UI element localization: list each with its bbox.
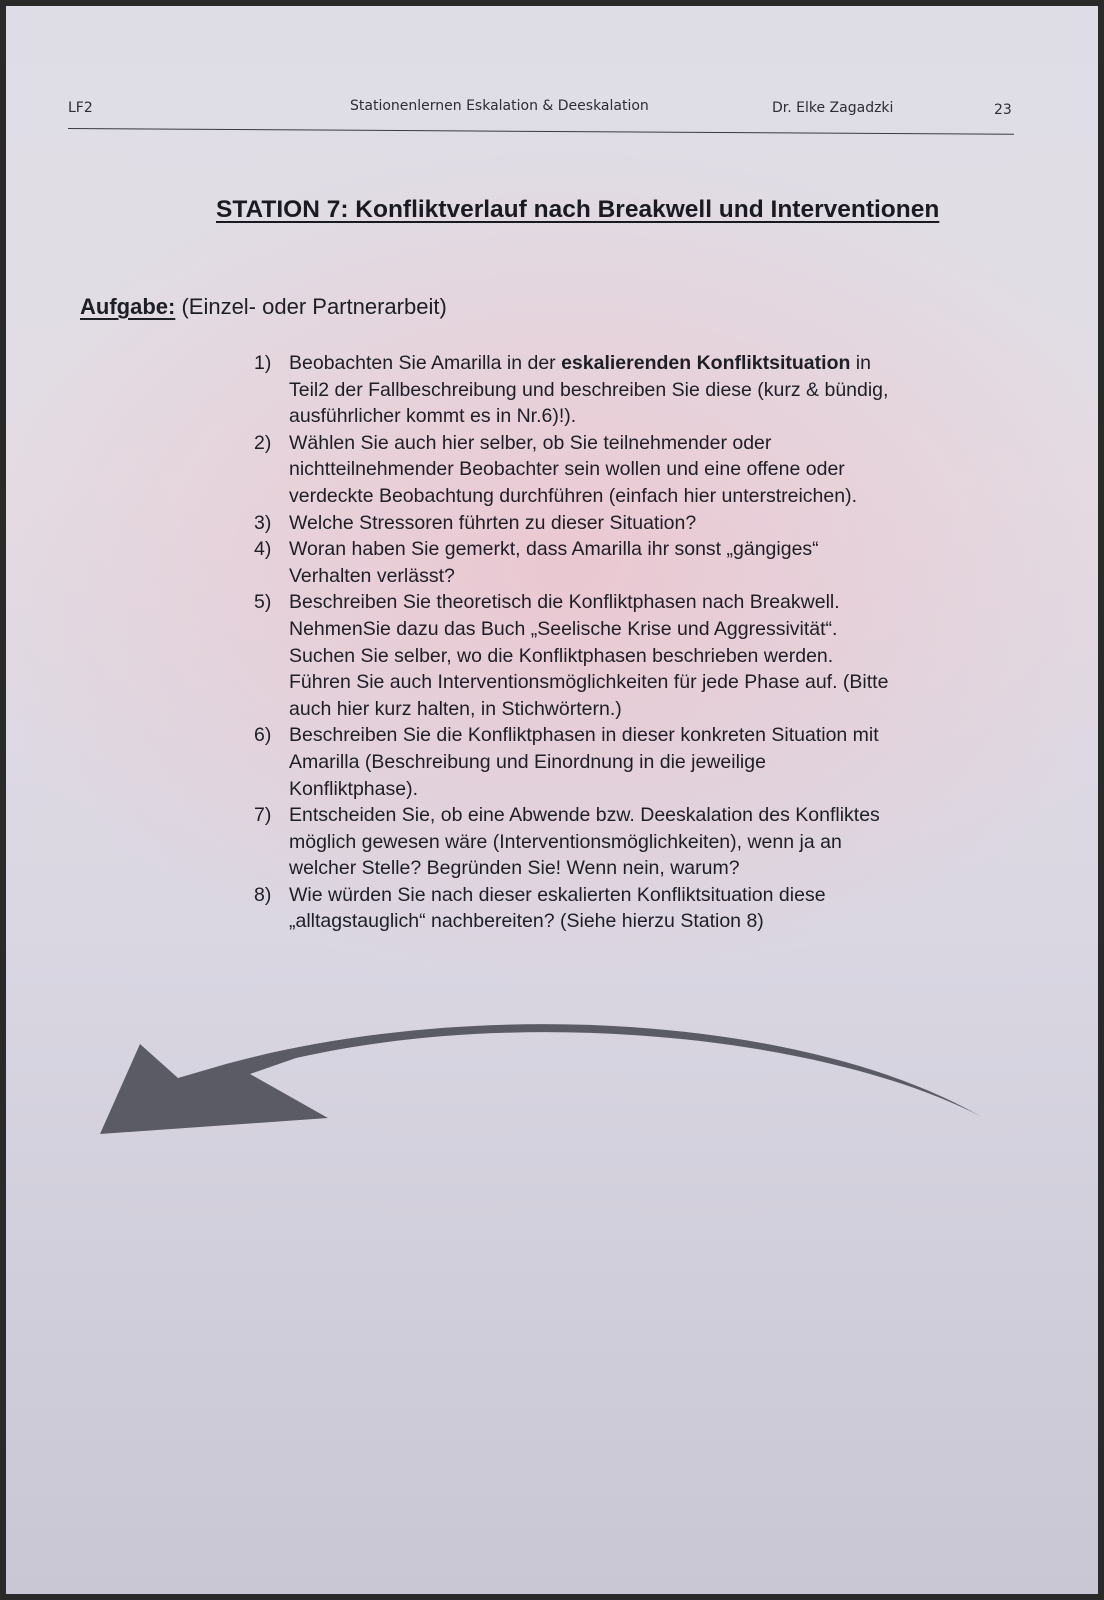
task-text: Wählen Sie auch hier selber, ob Sie teilnehmender oder: [289, 431, 772, 454]
header-course-code: LF2: [68, 100, 93, 116]
task-text: Beschreiben Sie theoretisch die Konfliktphasen nach Breakwell.: [289, 591, 840, 614]
curved-arrow-left-icon: [6, 6, 1098, 1594]
task-item-number: 4): [254, 538, 272, 561]
header-title: Stationenlernen Eskalation & Deeskalation: [350, 98, 649, 114]
task-text-emphasis: eskalierenden Konfliktsituation: [561, 352, 851, 374]
header-author: Dr. Elke Zagadzki: [772, 100, 894, 116]
task-label: Aufgabe:: [80, 294, 176, 319]
task-text: NehmenSie dazu das Buch „Seelische Krise und Aggressivität“.: [289, 617, 838, 640]
task-text: Suchen Sie selber, wo die Konfliktphasen beschrieben werden.: [289, 644, 834, 667]
station-title: STATION 7: Konfliktverlauf nach Breakwell und Interventionen: [216, 196, 940, 223]
task-text: Verhalten verlässt?: [289, 564, 455, 587]
task-item-number: 6): [254, 724, 272, 747]
task-item-number: 8): [254, 883, 272, 906]
arrow-shape: [100, 1024, 982, 1134]
task-item-number: 1): [254, 352, 272, 374]
document-page: [6, 6, 1098, 1594]
header-page-number: 23: [994, 102, 1012, 118]
task-text: in: [850, 352, 871, 374]
task-text: ausführlicher kommt es in Nr.6)!).: [289, 405, 577, 428]
task-item-number: 3): [254, 511, 272, 534]
task-text: auch hier kurz halten, in Stichwörtern.): [289, 697, 622, 720]
task-text: welcher Stelle? Begründen Sie! Wenn nein, warum?: [289, 857, 740, 880]
task-text: Woran haben Sie gemerkt, dass Amarilla ihr sonst „gängiges“: [289, 538, 819, 561]
task-text: nichtteilnehmender Beobachter sein wollen und eine offene oder: [289, 458, 845, 481]
task-item-number: 5): [254, 591, 272, 614]
task-item-number: 2): [254, 431, 272, 454]
task-text: „alltagstauglich“ nachbereiten? (Siehe hierzu Station 8): [289, 910, 764, 933]
task-text: Führen Sie auch Interventionsmöglichkeiten für jede Phase auf. (Bitte: [289, 671, 889, 694]
task-text: Welche Stressoren führten zu dieser Situation?: [289, 511, 697, 534]
task-note: (Einzel- oder Partnerarbeit): [175, 294, 447, 319]
task-text: verdeckte Beobachtung durchführen (einfach hier unterstreichen).: [289, 484, 858, 507]
task-text: Konfliktphase).: [289, 777, 418, 800]
task-item-number: 7): [254, 804, 272, 827]
task-text: Beschreiben Sie die Konfliktphasen in dieser konkreten Situation mit: [289, 724, 879, 747]
task-text: Teil2 der Fallbeschreibung und beschreiben Sie diese (kurz & bündig,: [289, 378, 889, 401]
task-text: Amarilla (Beschreibung und Einordnung in die jeweilige: [289, 750, 766, 773]
task-text: Entscheiden Sie, ob eine Abwende bzw. Deeskalation des Konfliktes: [289, 804, 880, 827]
task-text: möglich gewesen wäre (Interventionsmöglichkeiten), wenn ja an: [289, 830, 842, 853]
task-text: Beobachten Sie Amarilla in der: [289, 352, 562, 374]
task-text: Wie würden Sie nach dieser eskalierten Konfliktsituation diese: [289, 883, 826, 906]
